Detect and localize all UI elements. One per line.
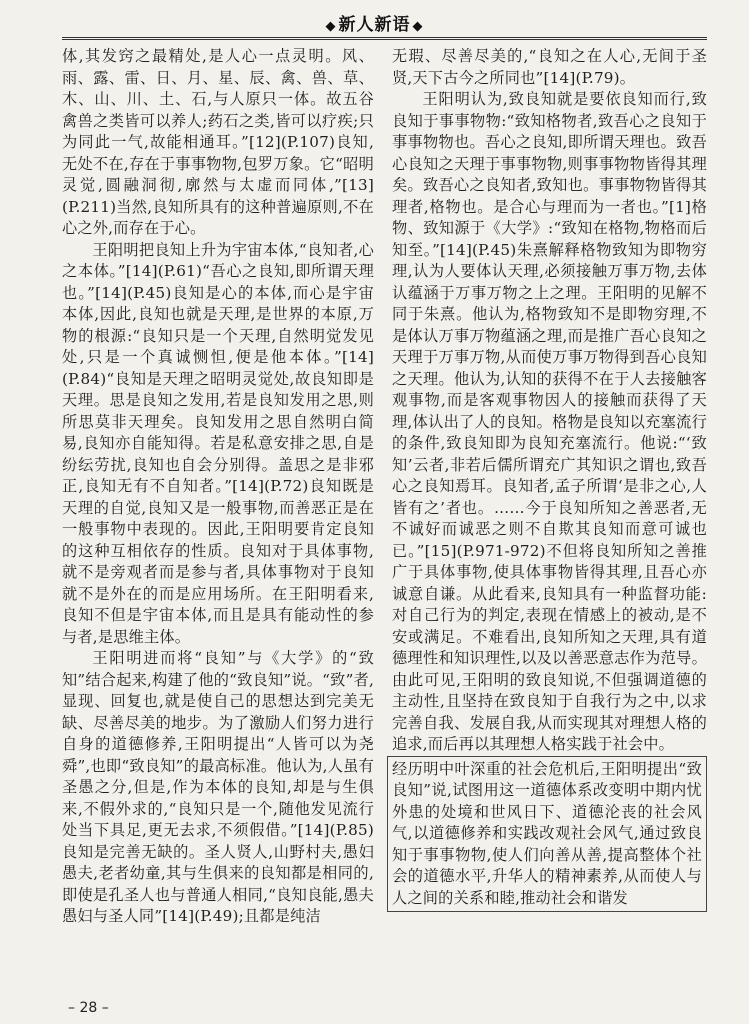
page-number: – 28 – — [68, 1000, 109, 1016]
header-rule — [62, 37, 707, 40]
paragraph: 体,其发窍之最精处,是人心一点灵明。风、雨、露、雷、日、月、星、辰、禽、兽、草、木、山、川、土、石,与人原只一体。故五谷禽兽之类皆可以养人;药石之类,皆可以疗疾;只为同此一气,故能相通耳。”[12](P.107)良知,无处不在,存在于事事物物,包罗万象。它“昭明灵觉,圆融洞彻,廓然与太虚而同体,”[13](P.211)当然,良知所具有的这种普遍原则,不在心之外,而存在于心。 — [62, 47, 374, 237]
diamond-ornament-left-icon: ◆ — [325, 19, 337, 34]
left-column — [62, 46, 374, 928]
paragraph: 王阳明认为,致良知就是要依良知而行,致良知于事事物物:“致知格物者,致吾心之良知于事事物物也。吾心之良知,即所谓天理也。致吾心良知之天理于事事物物,则事事物物皆得其理矣。致吾心之良知者,致知也。事事物物皆得其理者,格物也。是合心与理而为一者也。”[1]格物、致知源于《大学》:“致知在格物,物格而后知至。”[14](P.45)朱熹解释格物致知为即物穷理,认为人要体认天理,必须接触万事万物,去体认蕴涵于万事万物之上之理。王阳明的见解不同于朱熹。他认为,格物致知不是即物穷理,不是体认万事万物蕴涵之理,而是推广吾心良知之天理于万事万物,从而使万事万物得到吾心良知之天理。他认为,认知的获得不在于人去接触客观事物,而是客观事物因人的接触而获得了天理,体认出了人的良知。格物是良知以充塞流行的条件,致良知即为良知充塞流行。他说:“‘致知’云者,非若后儒所谓充广其知识之谓也,致吾心之良知焉耳。良知者,孟子所谓‘是非之心,人皆有之’者也。……今于良知所知之善恶者,无不诚好而诚恶之则不自欺其良知而意可诚也已。”[15](P.971-972)不但将良知所知之善推广于具体事物,使具体事物皆得其理,且吾心亦诚意自谦。从此看来,良知具有一种监督功能:对自己行为的判定,表现在情感上的被动,是不安或满足。不难看出,良知所知之天理,具有道德理性和知识理性,以及以善恶意志作为范导。由此可见,王阳明的致良知说,不但强调道德的主动性,且坚持在致良知于自我行为之中,以求完善自我、发展自我,从而实现其对理想人格的追求,而后再以其理想人格实践于社会中。 — [392, 90, 707, 753]
column-title: 新人新语 — [338, 15, 411, 35]
paragraph: 王阳明把良知上升为宇宙本体,“良知者,心之本体。”[14](P.61)“吾心之良知,即所谓天理也。”[14](P.45)良知是心的本体,而心是宇宙本体,因此,良知也就是天理,是世界的本原,万物的根源:“良知只是一个天理,自然明觉发见处,只是一个真诚恻怛,便是他本体。”[14](P.84)“良知是天理之昭明灵觉处,故良知即是天理。思是良知之发用,若是良知发用之思,则所思莫非天理矣。良知发用之思自然明白简易,良知亦自能知得。若是私意安排之思,自是纷纭劳扰,良知也自会分别得。盖思之是非邪正,良知无有不自知者。”[14](P.72)良知既是天理的自觉,良知又是一般事物,而善恶正是在一般事物中表现的。因此,王阳明要肯定良知的这种互相依存的性质。良知对于具体事物,就不是旁观者而是参与者,具体事物对于良知就不是外在的而是应用场所。在王阳明看来,良知不但是宇宙本体,而且是具有能动性的参与者,是思维主体。 — [62, 240, 374, 646]
boxed-paragraph: 经历明中叶深重的社会危机后,王阳明提出“致良知”说,试图用这一道德体系改变明中期内忧外患的处境和世风日下、道德沦丧的社会风气,以道德修养和实践改观社会风气,通过致良知于事事物物,使人们向善从善,提高整体个社会的道德水平,升华人的精神素养,从而使人与人之间的关系和睦,推动社会和谐发 — [387, 756, 707, 913]
running-header — [0, 10, 749, 35]
paragraph: 王阳明进而将“良知”与《大学》的“致知”结合起来,构建了他的“致良知”说。“致”者,显现、回复也,就是使自己的思想达到完美无缺、尽善尽美的地步。为了激励人们努力进行自身的道德修养,王阳明提出“人皆可以为尧舜”,也即“致良知”的最高标准。他认为,人虽有圣愚之分,但是,作为本体的良知,却是与生俱来,不假外求的,“良知只是一个,随他发见流行处当下具足,更无去求,不须假借。”[14](P.85)良知是完善无缺的。圣人贤人,山野村夫,愚妇愚夫,老者幼童,其与生俱来的良知都是相同的,即使是孔圣人也与普通人相同,“良知良能,愚夫愚妇与圣人同”[14](P.49);且都是纯洁 — [62, 649, 374, 925]
diamond-ornament-right-icon: ◆ — [412, 19, 424, 34]
right-column — [392, 46, 707, 912]
paragraph: 无瑕、尽善尽美的,“良知之在人心,无间于圣贤,天下古今之所同也”[14](P.79)。 — [392, 47, 707, 87]
